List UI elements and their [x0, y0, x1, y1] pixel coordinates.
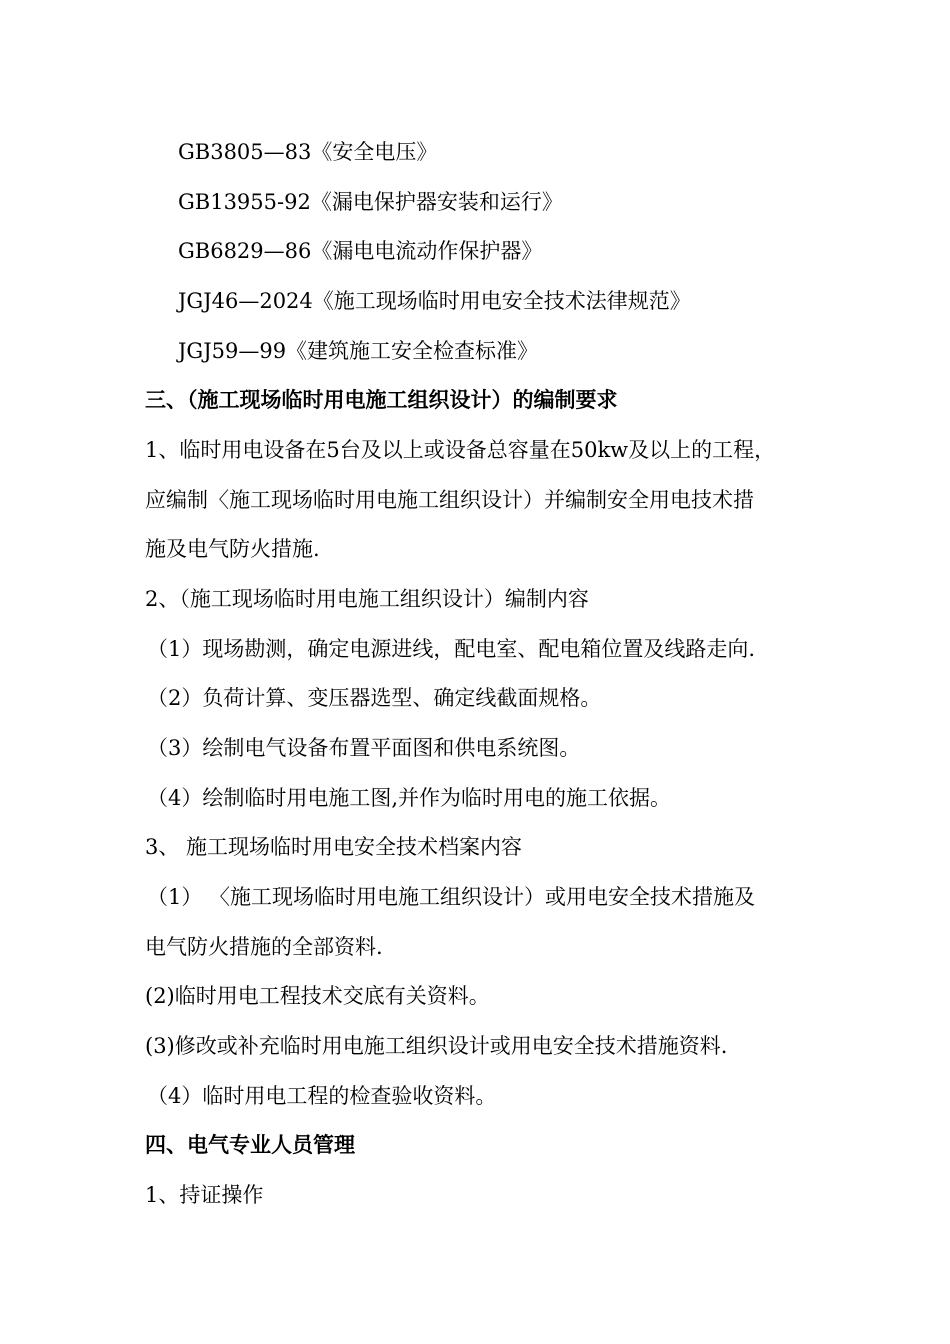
section-3-item-2-title: 2、（施工现场临时用电施工组织设计）编制内容: [145, 587, 589, 611]
section-3-item-3-title: 3、 施工现场临时用电安全技术档案内容: [145, 835, 523, 859]
section-4-item-1: 1、持证操作: [145, 1183, 264, 1207]
section-3-item-1-line-2: 应编制〈施工现场临时用电施工组织设计）并编制安全用电技术措: [145, 488, 754, 512]
section-3-item-2-sub-2: （2）负荷计算、变压器选型、确定线截面规格。: [147, 686, 602, 710]
section-3-heading: 三、（施工现场临时用电施工组织设计）的编制要求: [145, 387, 618, 412]
section-3-item-3-sub-1-line-2: 电气防火措施的全部资料.: [145, 935, 383, 959]
standard-jgj46: JGJ46—2024《施工现场临时用电安全技术法律规范》: [178, 289, 691, 313]
section-3-item-2-sub-1: （1）现场勘测，确定电源进线，配电室、配电箱位置及线路走向.: [147, 637, 756, 661]
standard-gb6829: GB6829—86《漏电电流动作保护器》: [178, 239, 543, 263]
section-3-item-3-sub-4: （4）临时用电工程的检查验收资料。: [147, 1084, 497, 1108]
section-3-item-3-sub-2: (2)临时用电工程技术交底有关资料。: [145, 984, 490, 1008]
section-3-item-3-sub-3: (3)修改或补充临时用电施工组织设计或用电安全技术措施资料.: [145, 1034, 728, 1058]
standard-gb13955: GB13955-92《漏电保护器安装和运行》: [178, 190, 563, 214]
section-3-item-1-line-1: 1、临时用电设备在5台及以上或设备总容量在50kw及以上的工程，: [145, 438, 776, 462]
section-3-item-2-sub-3: （3）绘制电气设备布置平面图和供电系统图。: [147, 736, 581, 760]
section-3-item-3-sub-1-line-1: （1） 〈施工现场临时用电施工组织设计）或用电安全技术措施及: [147, 885, 756, 909]
section-3-item-2-sub-4: （4）绘制临时用电施工图,并作为临时用电的施工依据。: [147, 786, 672, 810]
section-4-heading: 四、电气专业人员管理: [145, 1132, 355, 1157]
standard-jgj59: JGJ59—99《建筑施工安全检查标准》: [178, 339, 539, 363]
section-3-item-1-line-3: 施及电气防火措施.: [145, 537, 320, 561]
standard-gb3805: GB3805—83《安全电压》: [178, 140, 438, 164]
